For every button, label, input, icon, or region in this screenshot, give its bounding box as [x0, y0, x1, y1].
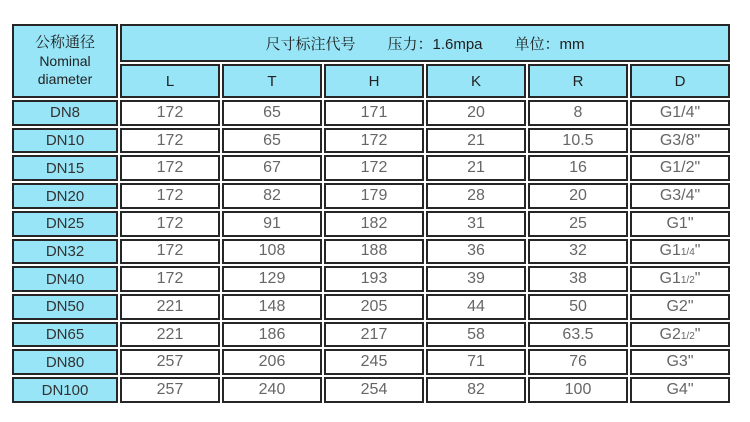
value-cell-H: 172: [324, 128, 424, 154]
column-header-T: T: [222, 64, 322, 98]
valve-dimensions-table: [10, 22, 732, 405]
thread-size-text: G1/4": [659, 103, 701, 121]
row-header-dn: DN100: [12, 377, 118, 403]
value-cell-K: 20: [426, 100, 526, 126]
table-row-DN10: [12, 128, 730, 154]
table-row-DN15: [12, 155, 730, 181]
value-cell-K: 39: [426, 266, 526, 292]
thread-size-text: ": [694, 325, 701, 343]
thread-size-text: G1/2": [659, 159, 701, 177]
value-cell-R: 16: [528, 155, 628, 181]
value-cell-H: 182: [324, 211, 424, 237]
column-header-H: H: [324, 64, 424, 98]
value-cell-K: 58: [426, 322, 526, 348]
value-cell-H: 254: [324, 377, 424, 403]
row-header-dn: DN40: [12, 266, 118, 292]
row-header-dn: DN32: [12, 239, 118, 265]
value-cell-L: 221: [120, 294, 220, 320]
row-header-dn: DN15: [12, 155, 118, 181]
value-cell-K: 36: [426, 239, 526, 265]
value-cell-L: 221: [120, 322, 220, 348]
thread-size-text: G3/8": [659, 131, 701, 149]
thread-size-fraction: 1/2: [680, 275, 695, 287]
value-cell-T: 91: [222, 211, 322, 237]
value-cell-T: 82: [222, 183, 322, 209]
value-cell-K: 71: [426, 349, 526, 375]
row-header-dn: DN50: [12, 294, 118, 320]
row-header-dn: DN8: [12, 100, 118, 126]
value-cell-H: 179: [324, 183, 424, 209]
thread-size-text: ": [694, 242, 701, 260]
value-cell-D: [630, 183, 730, 209]
value-cell-H: 188: [324, 239, 424, 265]
column-header-R: R: [528, 64, 628, 98]
value-cell-K: 28: [426, 183, 526, 209]
row-header-dn: DN10: [12, 128, 118, 154]
value-cell-T: 206: [222, 349, 322, 375]
thread-size-text: G1: [659, 270, 681, 288]
table-row-DN65: [12, 322, 730, 348]
thread-size-text: G2": [666, 297, 694, 315]
value-cell-R: 63.5: [528, 322, 628, 348]
row-header-dn: DN25: [12, 211, 118, 237]
thread-size-text: G3": [666, 353, 694, 371]
thread-size-text: G1: [659, 242, 681, 260]
value-cell-D: [630, 294, 730, 320]
thread-size-text: G1": [666, 214, 694, 232]
unit-label: 单位：mm: [514, 35, 585, 53]
value-cell-K: 31: [426, 211, 526, 237]
table-row-DN100: [12, 377, 730, 403]
value-cell-T: 240: [222, 377, 322, 403]
value-cell-R: 100: [528, 377, 628, 403]
top-header-row: [12, 24, 730, 62]
value-cell-T: 65: [222, 100, 322, 126]
value-cell-L: 257: [120, 349, 220, 375]
corner-header-en-line2: diameter: [37, 71, 93, 87]
value-cell-H: 217: [324, 322, 424, 348]
column-header-D: D: [630, 64, 730, 98]
value-cell-D: [630, 155, 730, 181]
value-cell-T: 108: [222, 239, 322, 265]
corner-header-nominal-diameter: [12, 24, 118, 98]
value-cell-D: [630, 377, 730, 403]
value-cell-D: [630, 100, 730, 126]
corner-header-en-line1: Nominal: [39, 53, 91, 69]
thread-size-text: ": [694, 270, 701, 288]
table-body: [12, 100, 730, 403]
value-cell-T: 129: [222, 266, 322, 292]
column-header-K: K: [426, 64, 526, 98]
value-cell-H: 205: [324, 294, 424, 320]
value-cell-T: 67: [222, 155, 322, 181]
value-cell-K: 21: [426, 128, 526, 154]
top-merged-header: [120, 24, 730, 62]
value-cell-L: 172: [120, 266, 220, 292]
value-cell-K: 82: [426, 377, 526, 403]
table-row-DN20: [12, 183, 730, 209]
value-cell-R: 25: [528, 211, 628, 237]
thread-size-text: G3/4": [659, 187, 701, 205]
value-cell-H: 171: [324, 100, 424, 126]
table-row-DN25: [12, 211, 730, 237]
pressure-label: 压力：1.6mpa: [387, 35, 483, 53]
value-cell-L: 172: [120, 128, 220, 154]
value-cell-T: 65: [222, 128, 322, 154]
row-header-dn: DN80: [12, 349, 118, 375]
thread-size-text: G2: [659, 325, 681, 343]
value-cell-K: 21: [426, 155, 526, 181]
thread-size-fraction: 1/2: [680, 330, 695, 342]
value-cell-H: 245: [324, 349, 424, 375]
value-cell-R: 20: [528, 183, 628, 209]
value-cell-T: 148: [222, 294, 322, 320]
value-cell-H: 193: [324, 266, 424, 292]
table-row-DN80: [12, 349, 730, 375]
corner-header-zh: 公称通径: [34, 34, 95, 51]
value-cell-R: 38: [528, 266, 628, 292]
value-cell-K: 44: [426, 294, 526, 320]
value-cell-H: 172: [324, 155, 424, 181]
column-header-row: [12, 64, 730, 98]
value-cell-D: [630, 239, 730, 265]
value-cell-D: [630, 211, 730, 237]
value-cell-D: [630, 128, 730, 154]
row-header-dn: DN65: [12, 322, 118, 348]
value-cell-R: 10.5: [528, 128, 628, 154]
value-cell-D: [630, 349, 730, 375]
value-cell-T: 186: [222, 322, 322, 348]
value-cell-R: 76: [528, 349, 628, 375]
table-row-DN40: [12, 266, 730, 292]
value-cell-L: 257: [120, 377, 220, 403]
column-header-L: L: [120, 64, 220, 98]
row-header-dn: DN20: [12, 183, 118, 209]
value-cell-D: [630, 322, 730, 348]
value-cell-R: 32: [528, 239, 628, 265]
dimension-code-label: 尺寸标注代号: [265, 35, 356, 53]
value-cell-L: 172: [120, 100, 220, 126]
value-cell-L: 172: [120, 239, 220, 265]
table-row-DN32: [12, 239, 730, 265]
value-cell-L: 172: [120, 211, 220, 237]
value-cell-D: [630, 266, 730, 292]
value-cell-L: 172: [120, 183, 220, 209]
table-row-DN8: [12, 100, 730, 126]
value-cell-R: 50: [528, 294, 628, 320]
value-cell-L: 172: [120, 155, 220, 181]
table-row-DN50: [12, 294, 730, 320]
value-cell-R: 8: [528, 100, 628, 126]
thread-size-text: G4": [666, 381, 694, 399]
thread-size-fraction: 1/4: [680, 247, 695, 259]
